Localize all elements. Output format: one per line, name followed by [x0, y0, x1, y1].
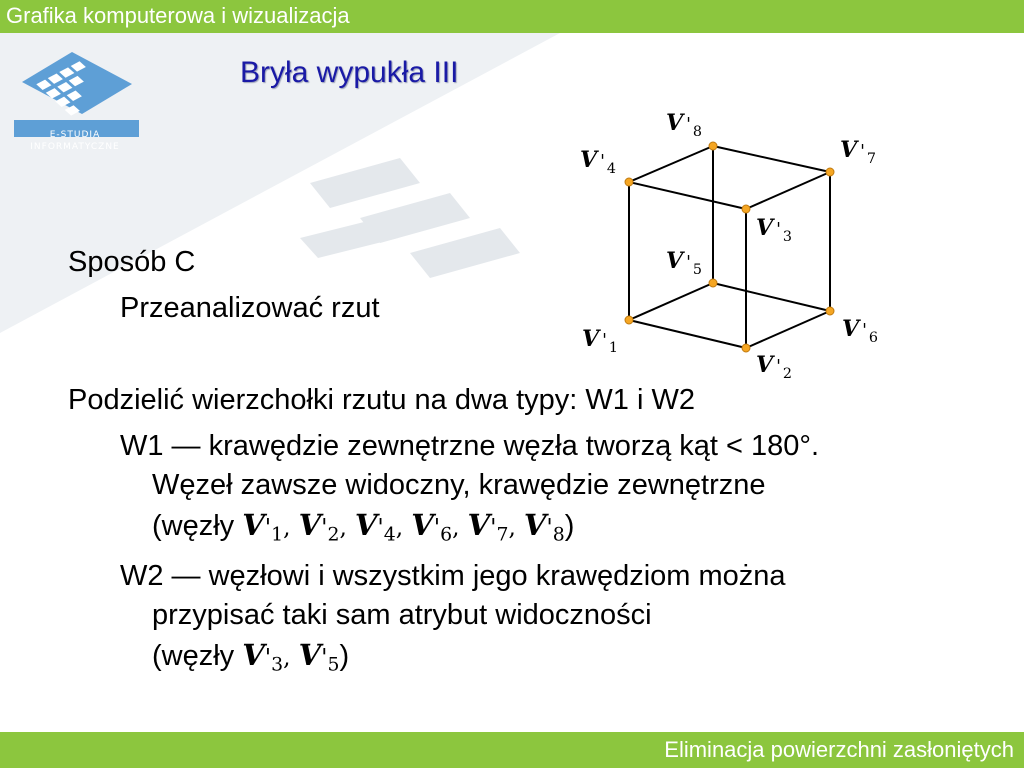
vertex-dot-3 — [742, 205, 750, 213]
vertex-label-5: V ' $_5$ — [666, 248, 703, 278]
w1-nodes-line: (węzły V'1, V'2, V'4, V'6, V'7, V'8) — [152, 508, 575, 546]
method-heading: Sposób C — [68, 246, 196, 278]
split-text: Podzielić wierzchołki rzutu na dwa typy: W1 i W2 — [68, 384, 695, 416]
w1-line2: Węzeł zawsze widoczny, krawędzie zewnętrzne — [152, 469, 766, 501]
vertex-label-2: V ' $_2$ — [756, 352, 793, 382]
vertex-dot-8 — [709, 142, 717, 150]
vertex-label-7: V ' $_7$ — [840, 137, 877, 167]
course-title: Grafika komputerowa i wizualizacja — [6, 3, 350, 28]
w2-node-3: V'3 — [242, 638, 284, 676]
vertex-label-1: V ' $_1$ — [582, 326, 619, 356]
w1-line1: W1 — krawędzie zewnętrzne węzła tworzą kąt < 180°. — [120, 430, 820, 462]
vertex-dot-5 — [709, 279, 717, 287]
vertex-label-3: V ' $_3$ — [756, 215, 793, 245]
w1-node-7: V'7 — [467, 508, 509, 546]
step-text: Przeanalizować rzut — [120, 292, 380, 324]
cube-edges — [629, 146, 830, 348]
vertex-label-4: V ' $_4$ — [580, 147, 617, 177]
slide-title: Bryła wypukła III — [240, 56, 459, 89]
vertex-label-8: V ' $_8$ — [666, 110, 703, 140]
vertex-dot-6 — [826, 307, 834, 315]
w2-node-list: V'3, V'5 — [242, 638, 340, 676]
vertex-dot-2 — [742, 344, 750, 352]
w1-node-2: V'2 — [298, 508, 340, 546]
vertex-label-6: V ' $_6$ — [842, 316, 879, 346]
logo-line2: INFORMATYCZNE — [30, 142, 120, 152]
footer-bar — [0, 732, 1024, 768]
w1-node-4: V'4 — [354, 508, 396, 546]
vertex-dot-7 — [826, 168, 834, 176]
topic-title: Eliminacja powierzchni zasłoniętych — [664, 737, 1014, 762]
w2-line2: przypisać taki sam atrybut widoczności — [152, 599, 652, 631]
cube-diagram — [560, 100, 900, 390]
w1-node-list: V'1, V'2, V'4, V'6, V'7, V'8 — [242, 508, 565, 546]
w2-line1: W2 — węzłowi i wszystkim jego krawędziom można — [120, 560, 786, 592]
e-studia-logo — [14, 42, 139, 137]
w2-nodes-line: (węzły V'3, V'5) — [152, 638, 350, 676]
logo-line1: E-STUDIA — [49, 130, 101, 140]
w1-node-8: V'8 — [523, 508, 565, 546]
w2-node-5: V'5 — [298, 638, 340, 676]
header-bar — [0, 0, 1024, 33]
w1-node-6: V'6 — [411, 508, 453, 546]
w1-node-1: V'1 — [242, 508, 284, 546]
vertex-dot-1 — [625, 316, 633, 324]
vertex-dot-4 — [625, 178, 633, 186]
